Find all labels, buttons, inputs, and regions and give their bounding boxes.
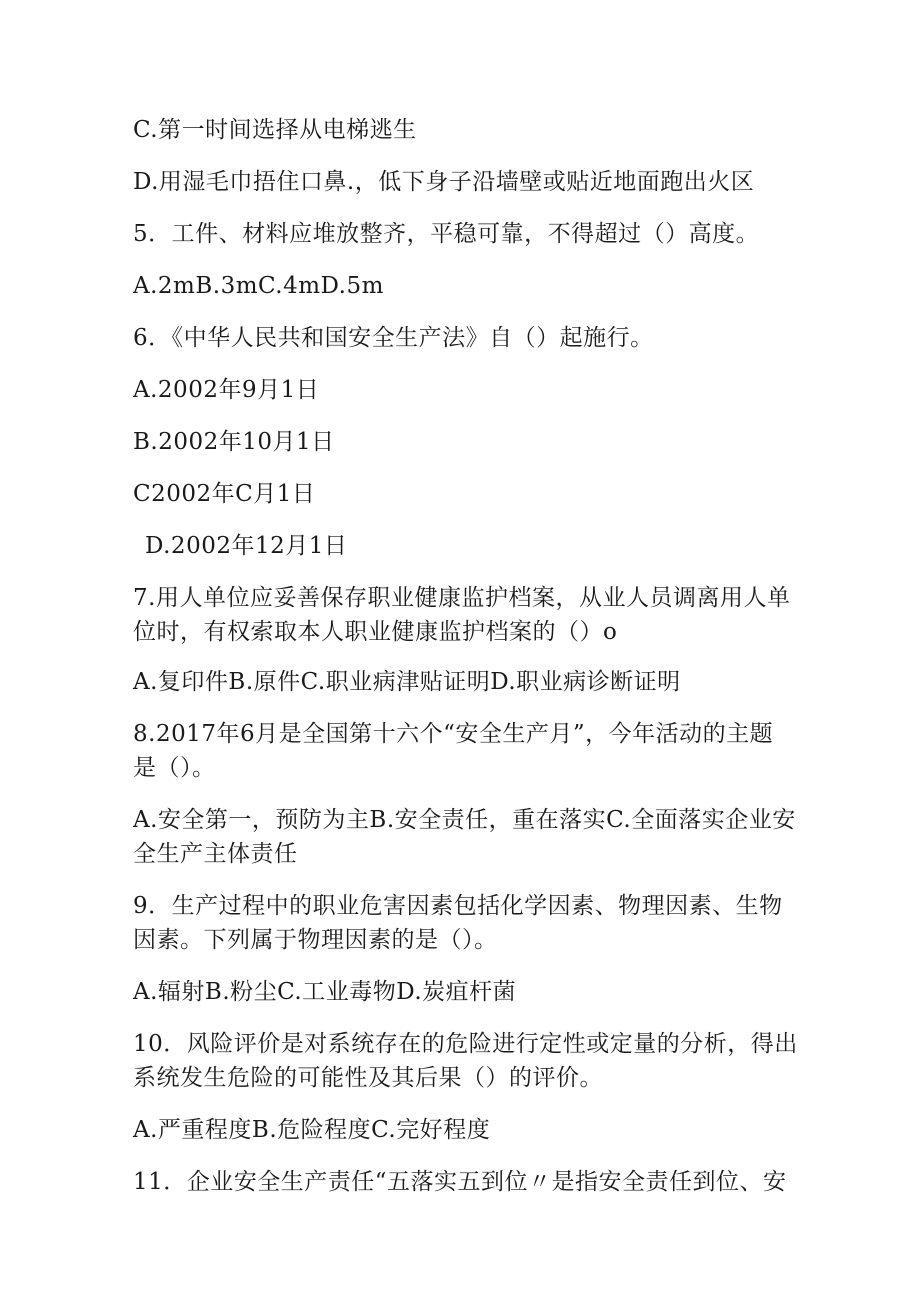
question-6-option-c: C2002年C月1日 <box>133 481 316 507</box>
question-8-line-2: 是（）。 <box>133 755 216 781</box>
question-5-options: A.2mB.3mC.4mD.5m <box>133 273 384 299</box>
question-8-line-1: 8.2017年6月是全国第十六个“安全生产月”，今年活动的主题 <box>133 721 774 747</box>
question-7-line-1: 7.用人单位应妥善保存职业健康监护档案，从业人员调离用人单 <box>133 585 791 611</box>
question-8-options-line-2: 全生产主体责任 <box>133 841 298 867</box>
option-c-elevator: C.第一时间选择从电梯逃生 <box>133 117 417 143</box>
question-10-line-1: 10．风险评价是对系统存在的危险进行定性或定量的分析，得出 <box>133 1031 798 1057</box>
question-9-options: A.辐射B.粉尘C.工业毒物D.炭疽杆菌 <box>133 979 517 1005</box>
question-6-option-a: A.2002年9月1日 <box>133 377 320 403</box>
question-6-option-b: B.2002年10月1日 <box>133 429 335 455</box>
question-9-line-1: 9．生产过程中的职业危害因素包括化学因素、物理因素、生物 <box>133 893 783 919</box>
question-5: 5．工件、材料应堆放整齐，平稳可靠，不得超过（）高度。 <box>133 221 760 247</box>
question-6-option-d: D.2002年12月1日 <box>145 533 348 559</box>
question-9-line-2: 因素。下列属于物理因素的是（）。 <box>133 927 498 953</box>
question-10-options: A.严重程度B.危险程度C.完好程度 <box>133 1117 491 1143</box>
question-11-line-1: 11．企业安全生产责任“五落实五到位〃是指安全责任到位、安 <box>133 1169 787 1195</box>
question-10-line-2: 系统发生危险的可能性及其后果（）的评价。 <box>133 1065 603 1091</box>
question-7-options: A.复印件B.原件C.职业病津贴证明D.职业病诊断证明 <box>133 669 681 695</box>
option-d-wet-towel: D.用湿毛巾捂住口鼻.，低下身子沿墙壁或贴近地面跑出火区 <box>133 169 755 195</box>
question-8-options-line-1: A.安全第一，预防为主B.安全责任，重在落实C.全面落实企业安 <box>133 807 796 833</box>
question-7-line-2: 位时，有权索取本人职业健康监护档案的（）o <box>133 619 618 645</box>
question-6: 6．《中华人民共和国安全生产法》自（）起施行。 <box>133 325 654 351</box>
